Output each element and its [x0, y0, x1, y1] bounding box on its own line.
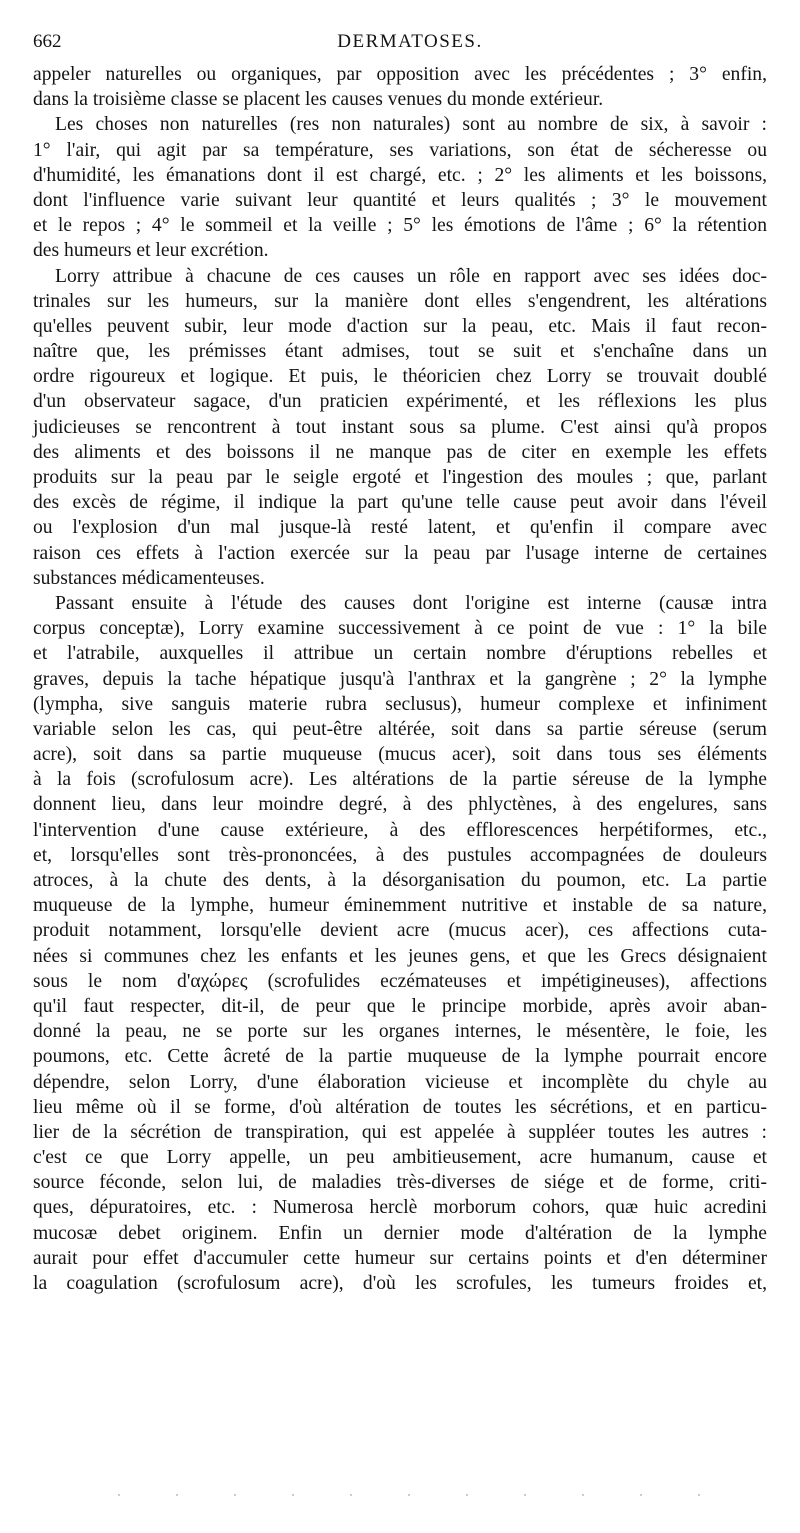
page-header — [33, 30, 767, 54]
text-line: substances médicamenteuses. — [33, 567, 265, 589]
body-text — [33, 62, 767, 1296]
text-line: trinales sur les humeurs, sur la manière dont elles s'engendrent, les altérations — [33, 290, 767, 312]
text-line: et, lorsqu'elles sont très-prononcées, à des pustules accompagnées de douleurs — [33, 844, 767, 866]
text-line: la coagulation (scrofulosum acre), d'où les scrofules, les tumeurs froides et, — [33, 1273, 767, 1294]
text-line: ques, dépuratoires, etc. : Numerosa herclè morborum cohors, quæ huic acredini — [33, 1197, 767, 1219]
running-title: DERMATOSES. — [337, 31, 483, 52]
text-line: nées si communes chez les enfants et les jeunes gens, et que les Grecs désignaient — [33, 945, 767, 967]
text-line: atroces, à la chute des dents, à la désorganisation du poumon, etc. La partie — [33, 870, 767, 891]
text-line: ordre rigoureux et logique. Et puis, le théoricien chez Lorry se trouvait doublé — [33, 366, 767, 388]
text-line: donné la peau, ne se porte sur les organes internes, le mésentère, le foie, les — [33, 1021, 767, 1043]
text-line: sous le nom d'αχώρες (scrofulides eczémateuses et impétigineuses), affections — [33, 970, 767, 992]
text-line: produit notamment, lorsqu'elle devient acre (mucus acer), ces affections cuta- — [33, 920, 767, 942]
text-line: aurait pour effet d'accumuler cette humeur sur certains points et d'en déterminer — [33, 1247, 767, 1269]
text-line: mucosæ debet originem. Enfin un dernier mode d'altération de la lymphe — [33, 1222, 767, 1244]
text-line: ou l'explosion d'un mal jusque-là resté latent, et qu'enfin il compare avec — [33, 517, 767, 539]
text-line: raison ces effets à l'action exercée sur la peau par l'usage interne de certaines — [33, 542, 767, 564]
text-line: c'est ce que Lorry appelle, un peu ambitieusement, acre humanum, cause et — [33, 1147, 767, 1169]
text-line: lier de la sécrétion de transpiration, qui est appelée à suppléer toutes les autres : — [33, 1121, 767, 1143]
text-line: acre), soit dans sa partie muqueuse (mucus acer), soit dans tous ses éléments — [33, 744, 767, 766]
text-line: source féconde, selon lui, de maladies très-diverses de siége et de forme, criti- — [33, 1172, 767, 1194]
text-line: (lympha, sive sanguis materie rubra seclusus), humeur complexe et infiniment — [33, 693, 767, 715]
text-line: Les choses non naturelles (res non naturales) sont au nombre de six, à savoir : — [55, 114, 767, 136]
text-line: dépendre, selon Lorry, d'une élaboration vicieuse et incomplète du chyle au — [33, 1071, 767, 1093]
text-line: qu'elles peuvent subir, leur mode d'action sur la peau, etc. Mais il faut recon- — [33, 315, 767, 337]
text-line: naître que, les prémisses étant admises, tout se suit et s'enchaîne dans un — [33, 341, 767, 363]
text-line: et l'atrabile, auxquelles il attribue un certain nombre d'éruptions rebelles et — [33, 643, 767, 665]
text-line: Lorry attribue à chacune de ces causes un rôle en rapport avec ses idées doc- — [55, 265, 767, 287]
text-line: et le repos ; 4° le sommeil et la veille ; 5° les émotions de l'âme ; 6° la rétention — [33, 215, 767, 237]
page-speckle — [90, 1493, 710, 1497]
text-line: dans la troisième classe se placent les causes venues du monde extérieur. — [33, 89, 604, 111]
page-number: 662 — [33, 31, 62, 52]
text-line: qu'il faut respecter, dit-il, de peur que le principe morbide, après avoir aban- — [33, 995, 767, 1017]
text-line: produits sur la peau par le seigle ergoté et l'ingestion des moules ; que, parlant — [33, 467, 767, 488]
text-line: des humeurs et leur excrétion. — [33, 240, 269, 262]
text-line: graves, depuis la tache hépatique jusqu'à l'anthrax et la gangrène ; 2° la lymphe — [33, 668, 767, 690]
text-line: à la fois (scrofulosum acre). Les altérations de la partie séreuse de la lymphe — [33, 769, 767, 791]
text-line: corpus conceptæ), Lorry examine successivement à ce point de vue : 1° la bile — [33, 618, 767, 640]
text-line: variable selon les cas, qui peut-être altérée, soit dans sa partie séreuse (serum — [33, 718, 767, 740]
text-line: lieu même où il se forme, d'où altération de toutes les sécrétions, et en particu- — [33, 1096, 767, 1118]
text-line: des aliments et des boissons il ne manque pas de citer en exemple les effets — [33, 441, 767, 463]
text-line: poumons, etc. Cette âcreté de la partie muqueuse de la lymphe pourrait encore — [33, 1046, 767, 1068]
text-line: dont l'influence varie suivant leur quantité et leurs qualités ; 3° le mouvement — [33, 189, 767, 211]
text-line: 1° l'air, qui agit par sa température, ses variations, son état de sécheresse ou — [33, 139, 767, 161]
text-line: l'intervention d'une cause extérieure, à des efflorescences herpétiformes, etc., — [33, 819, 767, 841]
text-line: appeler naturelles ou organiques, par opposition avec les précédentes ; 3° enfin, — [33, 64, 767, 85]
text-line: judicieuses se rencontrent à tout instant sous sa plume. C'est ainsi qu'à propos — [33, 416, 767, 438]
text-line: d'humidité, les émanations dont il est chargé, etc. ; 2° les aliments et les boissons, — [33, 164, 767, 186]
text-line: des excès de régime, il indique la part qu'une telle cause peut avoir dans l'éveil — [33, 492, 767, 514]
text-line: Passant ensuite à l'étude des causes dont l'origine est interne (causæ intra — [55, 592, 767, 614]
text-line: d'un observateur sagace, d'un praticien expérimenté, et les réflexions les plus — [33, 391, 767, 413]
text-line: muqueuse de la lymphe, humeur éminemment nutritive et instable de sa nature, — [33, 895, 767, 917]
text-line: donnent lieu, dans leur moindre degré, à des phlyctènes, à des engelures, sans — [33, 794, 767, 816]
